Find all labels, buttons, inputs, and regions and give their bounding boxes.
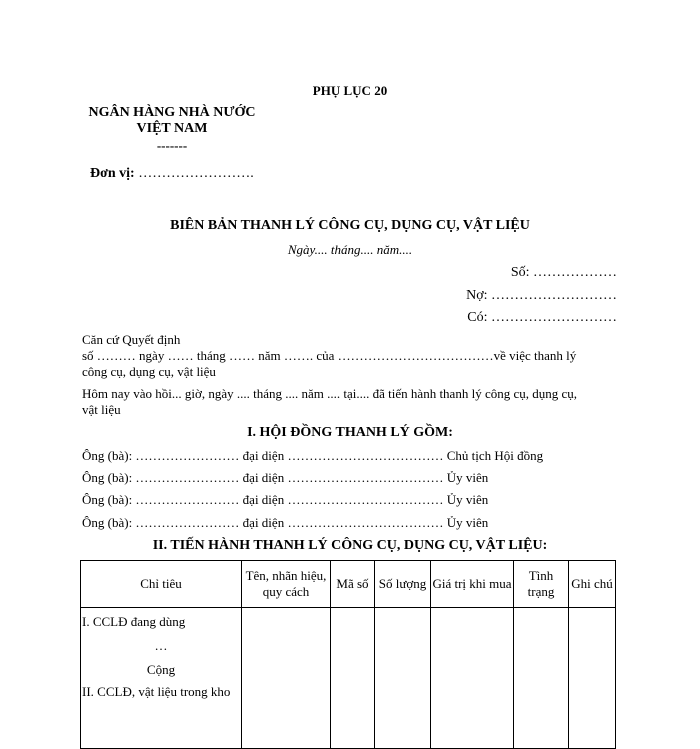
unit-value: …………………….	[134, 166, 254, 181]
table-cell	[331, 608, 375, 749]
document-date: Ngày.... tháng.... năm....	[287, 242, 413, 257]
column-header: Giá trị khi mua	[431, 561, 514, 608]
document-title: BIÊN BẢN THANH LÝ CÔNG CỤ, DỤNG CỤ, VẬT LIỆU	[170, 218, 530, 233]
column-header: Tên, nhãn hiệu, quy cách	[242, 561, 331, 608]
row-label: …	[154, 638, 168, 653]
org-name-line2: VIỆT NAM	[136, 121, 208, 136]
table-cell	[81, 608, 242, 749]
row-label: I. CCLĐ đang dùng	[82, 614, 186, 629]
org-separator: -------	[156, 138, 188, 153]
unit-label: Đơn vị:	[90, 166, 135, 181]
ref-so: Số: ………………	[510, 265, 617, 280]
table-cell	[514, 608, 569, 749]
today-line-1: Hôm nay vào hồi... giờ, ngày .... tháng .... năm .... tại.... đã tiến hành thanh lý công cụ, dụng cụ,	[82, 386, 578, 401]
table-cell	[375, 608, 431, 749]
liquidation-table	[80, 560, 616, 749]
appendix-label: PHỤ LỤC 20	[312, 83, 388, 98]
council-member: Ông (bà): …………………… đại diện ……………………………… Ủy viên	[82, 470, 489, 485]
table-row	[81, 608, 616, 749]
council-member: Ông (bà): …………………… đại diện ……………………………… Ủy viên	[82, 492, 489, 507]
basis-line-3: công cụ, dụng cụ, vật liệu	[82, 364, 216, 379]
council-member: Ông (bà): …………………… đại diện ……………………………… Chủ tịch Hội đồng	[82, 448, 544, 463]
row-label: II. CCLĐ, vật liệu trong kho	[82, 684, 231, 699]
column-header: Số lượng	[375, 561, 431, 608]
ref-co: Có: ………………………	[467, 310, 617, 325]
column-header: Chỉ tiêu	[81, 561, 242, 608]
column-header: Mã số	[331, 561, 375, 608]
org-name-line1: NGÂN HÀNG NHÀ NƯỚC	[88, 105, 256, 120]
council-member: Ông (bà): …………………… đại diện ……………………………… Ủy viên	[82, 515, 489, 530]
section-1-heading: I. HỘI ĐỒNG THANH LÝ GỒM:	[247, 425, 453, 440]
section-2-heading: II. TIẾN HÀNH THANH LÝ CÔNG CỤ, DỤNG CỤ, VẬT LIỆU:	[152, 538, 548, 553]
table-cell	[431, 608, 514, 749]
column-header: Tình trạng	[514, 561, 569, 608]
row-label: Cộng	[146, 662, 176, 677]
table-cell	[242, 608, 331, 749]
today-line-2: vật liệu	[82, 402, 121, 417]
table-header-row	[81, 561, 616, 608]
column-header: Ghi chú	[569, 561, 616, 608]
basis-line-2: số ……… ngày …… tháng …… năm ……. của ………………………………về việc thanh lý	[82, 348, 577, 363]
unit-line	[90, 166, 254, 182]
table-cell	[569, 608, 616, 749]
basis-line-1: Căn cứ Quyết định	[82, 332, 181, 347]
ref-no: Nợ: ………………………	[466, 288, 617, 303]
